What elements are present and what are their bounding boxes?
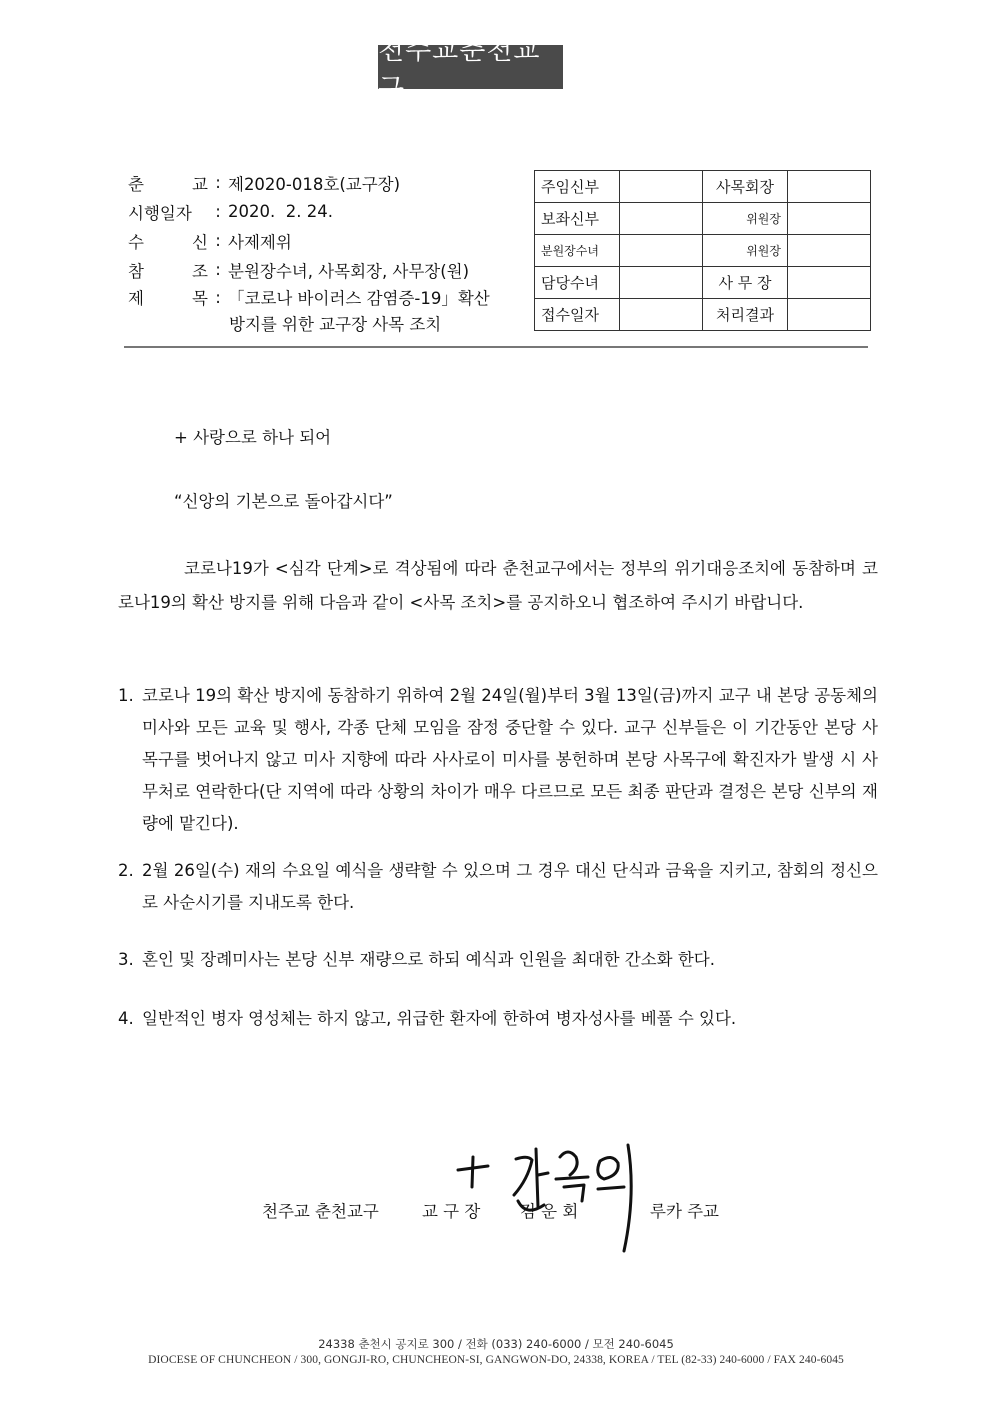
diocese-logo: 천주교춘천교구 [378, 45, 563, 89]
item-number: 3. [118, 950, 134, 969]
date-row: 시행일자 : 2020. 2. 24. [128, 197, 533, 226]
signature-line [262, 1198, 719, 1222]
recipient: 사제제위 [228, 232, 292, 252]
recipient-row: 수 신 : 사제제위 [128, 226, 533, 255]
handwritten-signature [452, 1135, 652, 1255]
item-number: 2. [118, 861, 134, 880]
approval-cell: 처리결과 [703, 299, 788, 331]
subject-row: 제 목 : 「코로나 바이러스 감염증-19」확산 [128, 284, 533, 310]
approval-cell: 보좌신부 [535, 203, 620, 235]
item-text: 일반적인 병자 영성체는 하지 않고, 위급한 환자에 한하여 병자성사를 베풀 수 있다. [142, 1009, 737, 1028]
item-text: 코로나 19의 확산 방지에 동참하기 위하여 2월 24일(월)부터 3월 13일(금)까지 교구 내 본당 공동체의 미사와 모든 교육 및 행사, 각종 단체 모임을 잠정 중단할 수 있다. 교구 신부들은 이 기간동안 본당 사목구를 벗어나지 않고 미사 지향에 따라 사사로이 미사를 봉헌하며 본당 사목구에 확진자가 발생 시 사무처로 연락한다(단 지역에 따라 상황의 차이가 매우 다르므로 모든 최종 판단과 결정은 본당 신부의 재량에 맡긴다). [142, 686, 878, 833]
signer-baptismal: 루카 주교 [650, 1202, 720, 1221]
approval-row [535, 171, 871, 203]
approval-sign-box [788, 203, 871, 235]
list-item [118, 1003, 878, 1035]
subject-line1: 「코로나 바이러스 감염증-19」확산 [228, 289, 490, 308]
approval-row [535, 235, 871, 267]
approval-cell: 사 무 장 [703, 267, 788, 299]
approval-sign-box [620, 299, 703, 331]
approval-cell: 주임신부 [535, 171, 620, 203]
approval-table [534, 170, 871, 331]
list-item [118, 944, 878, 976]
cc-label: 참 조 [128, 261, 208, 281]
approval-cell: 위원장 [703, 203, 788, 235]
date-label: 시행일자 [128, 203, 192, 223]
subject-label: 제 목 [128, 289, 208, 308]
item-text: 2월 26일(수) 재의 수요일 예식을 생략할 수 있으며 그 경우 대신 단식과 금육을 지키고, 참회의 정신으로 사순시기를 지내도록 한다. [142, 861, 878, 912]
approval-row [535, 299, 871, 331]
item-number: 4. [118, 1009, 134, 1028]
approval-cell: 분원장수녀 [535, 235, 620, 267]
item-number: 1. [118, 686, 134, 705]
recipient-label: 수 신 [128, 232, 208, 252]
effective-date: 2020. 2. 24. [228, 202, 333, 221]
footer-address-english: DIOCESE OF CHUNCHEON / 300, GONGJI-RO, CHUNCHEON-SI, GANGWON-DO, 24338, KOREA / TEL (82-33) 240-6000 / FAX 240-6045 [148, 1354, 844, 1366]
approval-sign-box [620, 267, 703, 299]
greeting: + 사랑으로 하나 되어 [174, 428, 332, 447]
approval-cell: 위원장 [703, 235, 788, 267]
approval-sign-box [620, 235, 703, 267]
approval-sign-box [788, 267, 871, 299]
document-meta [128, 168, 533, 336]
item-text: 혼인 및 장례미사는 본당 신부 재량으로 하되 예식과 인원을 최대한 간소화 한다. [142, 950, 715, 969]
doc-number-row: 춘 교 : 제2020-018호(교구장) [128, 168, 533, 197]
cc-row: 참 조 : 분원장수녀, 사목회장, 사무장(원) [128, 255, 533, 284]
intro-paragraph [118, 552, 878, 620]
subject-line2: 방지를 위한 교구장 사목 조치 [229, 315, 442, 334]
header-divider [124, 346, 868, 348]
list-item [118, 855, 878, 919]
cc: 분원장수녀, 사목회장, 사무장(원) [228, 261, 470, 281]
approval-sign-box [620, 171, 703, 203]
motto: “신앙의 기본으로 돌아갑시다” [174, 492, 393, 511]
approval-cell: 사목회장 [703, 171, 788, 203]
signer-name: 김 운 회 [520, 1202, 579, 1221]
approval-sign-box [788, 235, 871, 267]
approval-row [535, 267, 871, 299]
approval-cell: 담당수녀 [535, 267, 620, 299]
footer-address-korean: 24338 춘천시 공지로 300 / 전화 (033) 240-6000 / 모전 240-6045 [318, 1337, 674, 1351]
signer-title: 교 구 장 [422, 1202, 481, 1221]
approval-sign-box [788, 299, 871, 331]
doc-number-label: 춘 교 [128, 174, 208, 194]
doc-number: 제2020-018호(교구장) [228, 174, 401, 194]
intro-text: 코로나19가 <심각 단계>로 격상됨에 따라 춘천교구에서는 정부의 위기대응조치에 동참하며 코로나19의 확산 방지를 위해 다음과 같이 <사목 조치>를 공지하오니 협조하여 주시기 바랍니다. [118, 559, 878, 612]
approval-row [535, 203, 871, 235]
list-item [118, 680, 878, 840]
approval-sign-box [788, 171, 871, 203]
approval-sign-box [620, 203, 703, 235]
approval-cell: 접수일자 [535, 299, 620, 331]
signer-org: 천주교 춘천교구 [262, 1202, 379, 1221]
